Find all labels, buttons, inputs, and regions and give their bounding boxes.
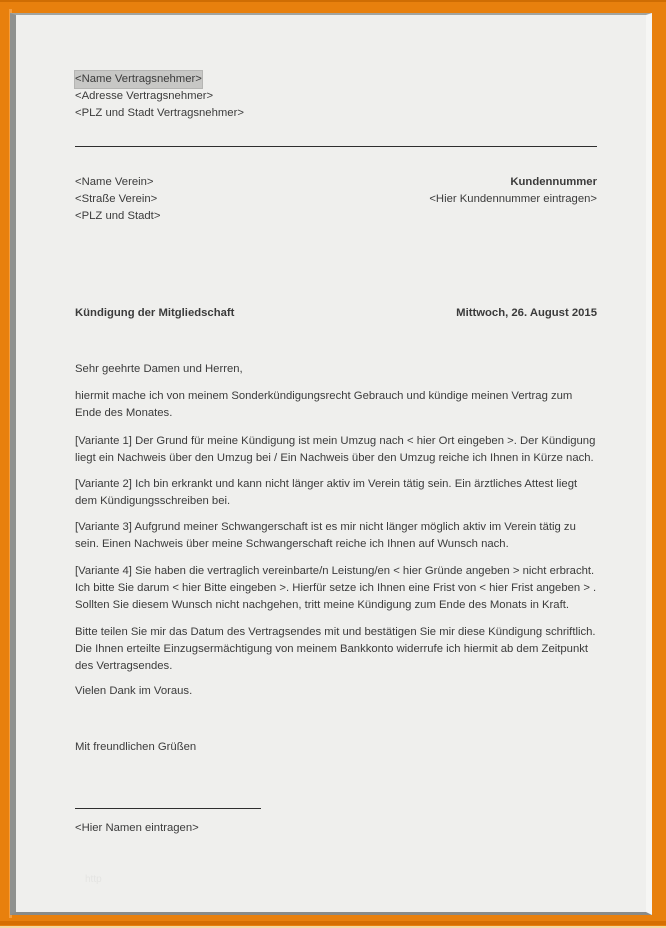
signature-placeholder: <Hier Namen eintragen>	[75, 822, 199, 834]
sender-block	[75, 71, 597, 122]
recipient-name: <Name Verein>	[75, 176, 154, 188]
frame-top-accent	[0, 0, 666, 2]
sender-address: <Adresse Vertragsnehmer>	[75, 90, 214, 102]
paragraph-confirmation: Bitte teilen Sie mir das Datum des Vertragsendes mit und bestätigen Sie mir diese Kündigung schriftlich. Die Ihnen erteilte Einzugsermächtigung von meinem Bankkonto widerrufe ich hiermit ab dem Zeitpunkt des Vertragsendes.	[75, 626, 596, 672]
address-divider-line	[75, 146, 597, 147]
signature-line	[75, 808, 261, 809]
watermark-text: http	[85, 874, 102, 885]
subject-row	[75, 305, 597, 322]
recipient-city: <PLZ und Stadt>	[75, 210, 161, 222]
paragraph-variante-1: [Variante 1] Der Grund für meine Kündigung ist mein Umzug nach < hier Ort eingeben >. Der Kündigung liegt ein Nachweis über den Umzug bei / Ein Nachweis über den Umzug reiche ich Ihnen in Kürze nach.	[75, 435, 596, 464]
date-text: Mittwoch, 26. August 2015	[456, 307, 597, 319]
recipient-street: <Straße Verein>	[75, 193, 158, 205]
salutation: Sehr geehrte Damen und Herren,	[75, 363, 243, 375]
paragraph-variante-3: [Variante 3] Aufgrund meiner Schwangerschaft ist es mir nicht länger möglich aktiv im Verein tätig zu sein. Einen Nachweis über meine Schwangerschaft reiche ich Ihnen auf Wunsch nach.	[75, 521, 576, 550]
paragraph-variante-4: [Variante 4] Sie haben die vertraglich vereinbarte/n Leistung/en < hier Gründe angeben > nicht erbracht. Ich bitte Sie darum < hier Bitte eingeben >. Hierfür setze ich Ihnen eine Frist von < hier Frist angeben > . Sollten Sie diesem Wunsch nicht nachgehen, tritt meine Kündigung zum Ende des Monats in Kraft.	[75, 565, 597, 611]
recipient-block	[75, 174, 335, 225]
customer-number-value: <Hier Kundennummer eintragen>	[429, 193, 597, 205]
sender-city: <PLZ und Stadt Vertragsnehmer>	[75, 107, 244, 119]
subject-text: Kündigung der Mitgliedschaft	[75, 307, 235, 319]
letter-page	[10, 13, 652, 915]
closing-thanks: Vielen Dank im Voraus.	[75, 685, 193, 697]
customer-number-label: Kundennummer	[510, 176, 597, 188]
customer-number-block	[429, 174, 597, 208]
letter-content	[75, 15, 597, 912]
paragraph-variante-2: [Variante 2] Ich bin erkrankt und kann nicht länger aktiv im Verein tätig sein. Ein ärztliches Attest liegt dem Kündigungsschreiben bei.	[75, 478, 578, 507]
sender-name-highlight: <Name Vertragsnehmer>	[75, 71, 202, 88]
paragraph-intro: hiermit mache ich von meinem Sonderkündigungsrecht Gebrauch und kündige meinen Vertrag zum Ende des Monates.	[75, 390, 573, 419]
closing-regards: Mit freundlichen Grüßen	[75, 741, 197, 753]
frame-bottom-accent	[0, 921, 666, 925]
sender-name	[75, 71, 597, 88]
